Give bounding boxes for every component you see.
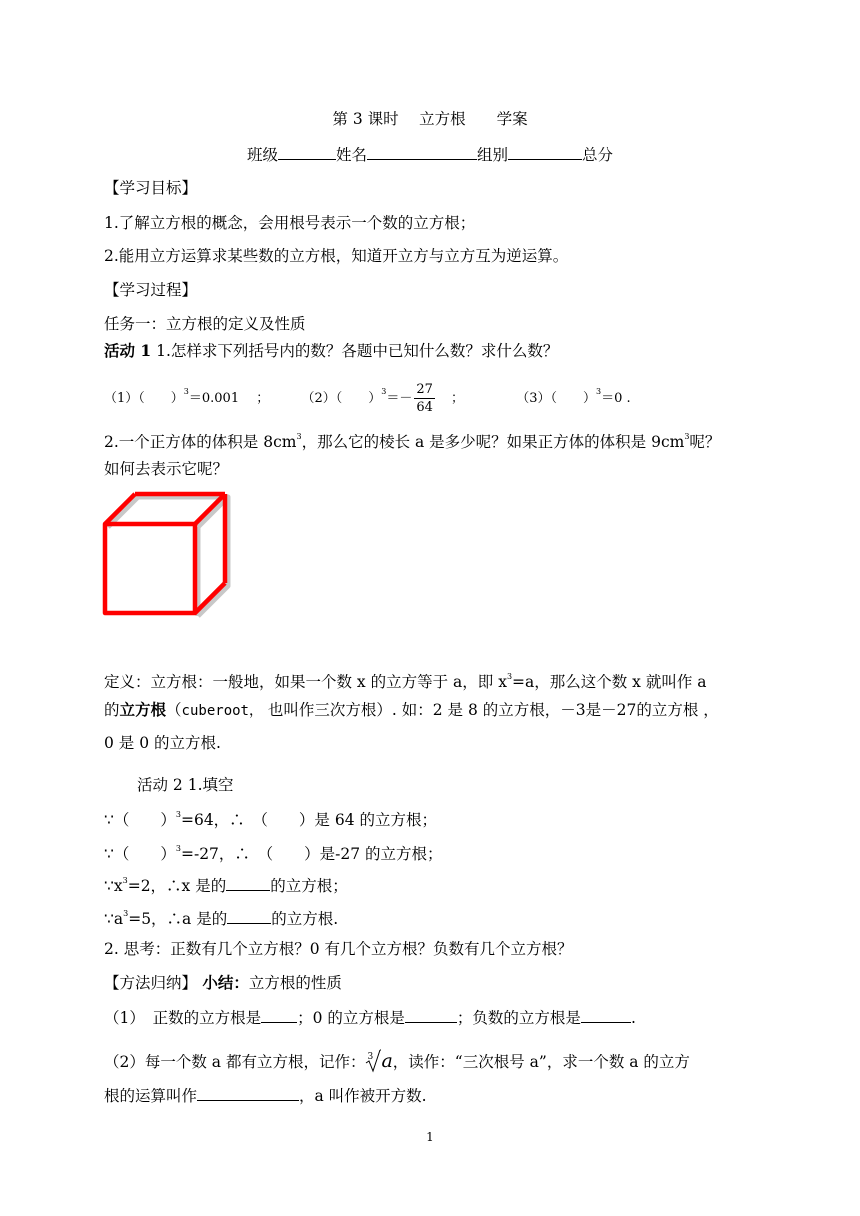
negative-root-blank xyxy=(581,1006,631,1023)
definition-line-1: 定义：立方根：一般地，如果一个数 x 的立方等于 a，即 $x^3=a$，那么这个数 x 就叫作 a xyxy=(104,672,707,691)
summary-point-2-line-2: 根的运算叫作 ，a 叫作被开方数. xyxy=(104,1084,427,1107)
problem-1: （1）（ ）$^3$＝0.001 ； xyxy=(104,387,270,406)
cube-root-symbol: 3 a xyxy=(367,1050,393,1072)
summary-heading: 【方法归纳】 小结：立方根的性质 xyxy=(104,973,342,992)
group-label: 组别 xyxy=(477,146,509,164)
fill-in-3-blank xyxy=(226,874,270,891)
positive-root-blank xyxy=(261,1006,297,1023)
term-cube-root: 立方根 xyxy=(119,700,167,719)
fill-in-4: $\because a^3=5$，∴a 是的 的立方根. xyxy=(104,909,339,928)
process-header: 【学习过程】 xyxy=(104,281,198,299)
problem-3: （3）（ ）$^3$＝0 . xyxy=(516,387,631,406)
score-label: 总分 xyxy=(582,146,614,164)
task-1-heading: 任务一：立方根的定义及性质 xyxy=(104,315,306,333)
fraction-27-64: $\frac{27}{64}$ xyxy=(416,382,433,415)
definition-line-2: 的立方根（cuberoot， 也叫作三次方根）. 如：2 是 8 的立方根，－3是－27的立方根 ， xyxy=(104,700,719,719)
summary-point-2: （2）每一个数 a 都有立方根，记作： 3 a，读作：“三次根号 a”，求一个数 a 的立方 xyxy=(104,1050,690,1072)
fill-in-1: ∵（ ）$^3$=64，∴ （ ）是 64 的立方根； xyxy=(104,810,438,829)
fill-in-2: ∵（ ）$^3$=-27，∴ （ ）是-27 的立方根； xyxy=(104,844,443,863)
fill-in-3: $\because x^3=2$，∴x 是的 的立方根； xyxy=(104,876,348,895)
activity-1-label: 活动 1 xyxy=(104,341,152,360)
cube-figure xyxy=(96,488,236,622)
name-blank xyxy=(367,143,477,160)
zero-root-blank xyxy=(405,1006,457,1023)
think-question: 2. 思考：正数有几个立方根？0 有几个立方根？负数有几个立方根？ xyxy=(104,940,573,958)
student-info-line xyxy=(0,143,860,166)
activity-1-question-2: 2.一个正方体的体积是 $8cm^3$，那么它的棱长 a 是多少呢？如果正方体的体积是 $9cm^3$呢？ xyxy=(104,432,721,451)
operation-name-blank xyxy=(197,1084,299,1101)
summary-point-1: （1） 正数的立方根是 ；0 的立方根是 ；负数的立方根是 . xyxy=(104,1006,636,1029)
activity-1-problems xyxy=(104,372,631,419)
goals-header: 【学习目标】 xyxy=(104,179,198,197)
group-blank xyxy=(508,143,582,160)
page-title: 第 3 课时 立方根 学案 xyxy=(332,110,528,128)
fill-in-4-blank xyxy=(227,907,271,924)
activity-1-question-1: 活动 1 1.怎样求下列括号内的数？各题中已知什么数？求什么数？ xyxy=(104,341,559,360)
activity-2-heading: 活动 2 1.填空 xyxy=(137,776,234,794)
goal-item-1: 1.了解立方根的概念，会用根号表示一个数的立方根； xyxy=(104,214,476,232)
definition-line-3: 0 是 0 的立方根. xyxy=(104,734,221,752)
class-blank xyxy=(278,143,336,160)
problem-2: （2）（ ）$^3$＝－ $\frac{27}{64}$ ； xyxy=(301,382,464,415)
name-label: 姓名 xyxy=(335,146,367,164)
page-number: 1 xyxy=(426,1130,434,1144)
activity-1-question-2-line-2: 如何去表示它呢？ xyxy=(104,460,229,478)
goal-item-2: 2.能用立方运算求某些数的立方根，知道开立方与立方互为逆运算。 xyxy=(104,247,569,265)
class-label: 班级 xyxy=(246,146,278,164)
